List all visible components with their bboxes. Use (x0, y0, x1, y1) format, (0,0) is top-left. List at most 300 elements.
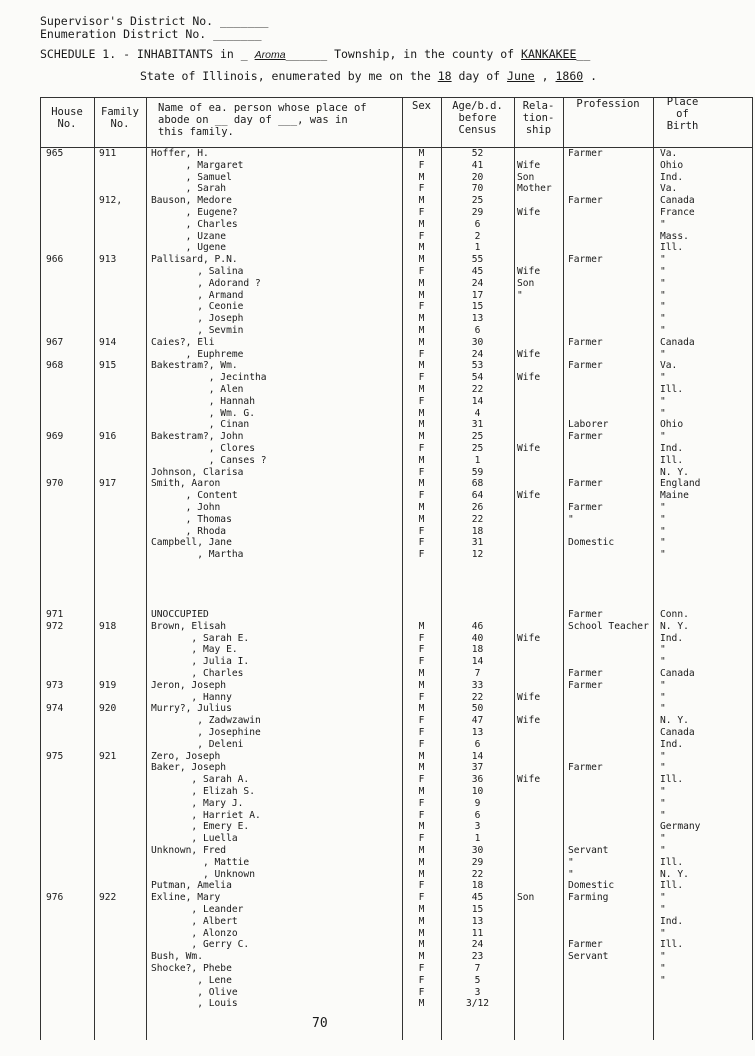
sex-value: F (418, 537, 425, 549)
family-number: 914 (99, 336, 117, 348)
birth-place: " (660, 974, 666, 986)
age-value: 31 (471, 537, 484, 549)
person-name: , Unknown (151, 868, 255, 880)
age-value: 24 (471, 348, 484, 360)
birth-place: " (660, 644, 666, 656)
birth-place: " (660, 325, 666, 336)
sex-value: M (418, 821, 425, 833)
relationship-value: Wife (517, 443, 541, 454)
birth-place: " (660, 549, 666, 561)
col-rule (94, 97, 95, 1040)
birth-place: Ill. (660, 384, 684, 395)
relationship-value: Son (517, 171, 535, 183)
birth-place: " (660, 513, 666, 525)
sex-value: M (418, 513, 425, 525)
age-value: 26 (471, 502, 484, 513)
person-name: , Hanny (151, 691, 232, 703)
sex-value: F (418, 738, 425, 750)
birth-place: Canada (660, 336, 695, 348)
age-value: 29 (471, 856, 484, 868)
age-value: 30 (471, 336, 484, 348)
relationship-value: Wife (517, 691, 541, 703)
age-value: 7 (474, 963, 481, 974)
birth-place: N. Y. (660, 868, 689, 880)
person-name: , May E. (151, 644, 238, 656)
person-name: Murry?, Julius (151, 703, 232, 715)
sex-value: M (418, 384, 425, 395)
profession-value: Servant (568, 845, 609, 856)
age-value: 9 (474, 797, 481, 809)
family-number: 921 (99, 750, 117, 762)
birth-place: Ind. (660, 632, 684, 644)
birth-place: " (660, 431, 666, 443)
col-header-name: Name of ea. person whose place of abode on __ day of ___, was in this family. (158, 102, 367, 138)
month-value: June (507, 69, 535, 83)
person-name: , Alonzo (151, 927, 238, 939)
house-number: 973 (46, 679, 64, 691)
birth-place: " (660, 395, 666, 407)
family-number: 911 (99, 148, 117, 159)
relationship-value: Wife (517, 266, 541, 277)
age-value: 5 (474, 974, 481, 986)
relationship-value: Wife (517, 715, 541, 727)
person-name: , Leander (151, 904, 244, 915)
col-header-profession: Profession (576, 98, 640, 110)
sex-value: F (418, 207, 425, 218)
person-name: , Mattie (151, 856, 250, 868)
person-name: , Deleni (151, 738, 244, 750)
person-name: , Charles (151, 668, 244, 679)
house-number: 970 (46, 478, 64, 490)
person-name: Caies?, Eli (151, 336, 215, 348)
person-name: Putman, Amelia (151, 880, 232, 892)
relationship-value: " (517, 289, 523, 301)
relationship-value: Wife (517, 159, 541, 171)
person-name: , Euphreme (151, 348, 244, 360)
person-name: , Uzane (151, 230, 227, 242)
birth-place: Ill. (660, 454, 684, 466)
person-name: , Jecintha (151, 372, 267, 384)
col-header-family: Family No. (101, 106, 139, 130)
age-value: 24 (471, 277, 484, 289)
sex-value: F (418, 986, 425, 998)
sex-value: M (418, 750, 425, 762)
age-value: 13 (471, 915, 484, 927)
birth-place: Conn. (660, 609, 689, 620)
person-name: , Joseph (151, 313, 244, 325)
age-value: 11 (471, 927, 484, 939)
age-value: 18 (471, 880, 484, 892)
house-number: 971 (46, 609, 64, 620)
sex-value: F (418, 797, 425, 809)
sex-value: F (418, 183, 425, 195)
birth-place: " (660, 502, 666, 513)
age-value: 36 (471, 774, 484, 786)
birth-place: " (660, 691, 666, 703)
person-name: , Margaret (151, 159, 244, 171)
person-name: Smith, Aaron (151, 478, 221, 490)
profession-value: Farmer (568, 679, 603, 691)
house-number: 974 (46, 703, 64, 715)
sex-value: M (418, 845, 425, 856)
sex-value: M (418, 939, 425, 951)
age-value: 6 (474, 738, 481, 750)
birth-place: Ill. (660, 856, 684, 868)
birth-place: Canada (660, 727, 695, 738)
sex-value: M (418, 762, 425, 774)
relationship-value: Wife (517, 348, 541, 360)
birth-place: N. Y. (660, 620, 689, 632)
person-name: , Sarah E. (151, 632, 250, 644)
sex-value: F (418, 656, 425, 668)
person-name: Bakestram?, Wm. (151, 360, 238, 372)
age-value: 1 (474, 454, 481, 466)
person-name: Brown, Elisah (151, 620, 227, 632)
birth-place: France (660, 207, 695, 218)
age-value: 52 (471, 148, 484, 159)
sex-value: F (418, 644, 425, 656)
person-name: , Salina (151, 266, 244, 277)
person-name: , Alen (151, 384, 244, 395)
age-value: 25 (471, 443, 484, 454)
sex-value: F (418, 490, 425, 502)
relationship-value: Wife (517, 372, 541, 384)
age-value: 55 (471, 254, 484, 266)
sex-value: F (418, 727, 425, 738)
age-value: 70 (471, 183, 484, 195)
age-value: 22 (471, 384, 484, 395)
age-value: 68 (471, 478, 484, 490)
birth-place: " (660, 254, 666, 266)
birth-place: " (660, 892, 666, 904)
sex-value: F (418, 372, 425, 384)
birth-place: " (660, 313, 666, 325)
birth-place: Ill. (660, 242, 684, 254)
sex-value: M (418, 254, 425, 266)
age-value: 50 (471, 703, 484, 715)
township-value: Aroma (254, 49, 286, 61)
birth-place: " (660, 277, 666, 289)
relationship-value: Son (517, 277, 535, 289)
person-name: Bauson, Medore (151, 195, 232, 207)
person-name: , Hannah (151, 395, 255, 407)
profession-value: Servant (568, 951, 609, 963)
house-number: 969 (46, 431, 64, 443)
col-rule (146, 97, 147, 1040)
profession-value: Farmer (568, 431, 603, 443)
birth-place: Va. (660, 183, 678, 195)
age-value: 1 (474, 242, 481, 254)
age-value: 14 (471, 750, 484, 762)
sex-value: F (418, 963, 425, 974)
birth-place: Ind. (660, 171, 684, 183)
age-value: 46 (471, 620, 484, 632)
sex-value: F (418, 880, 425, 892)
profession-value: Farmer (568, 502, 603, 513)
sex-value: F (418, 348, 425, 360)
age-value: 12 (471, 549, 484, 561)
sex-value: M (418, 454, 425, 466)
relationship-value: Son (517, 892, 535, 904)
sex-value: M (418, 856, 425, 868)
page-number: 70 (312, 1016, 328, 1031)
birth-place: Canada (660, 668, 695, 679)
house-number: 968 (46, 360, 64, 372)
sex-value: M (418, 998, 425, 1010)
profession-value: Farmer (568, 336, 603, 348)
age-value: 13 (471, 313, 484, 325)
family-number: 913 (99, 254, 117, 266)
birth-place: Germany (660, 821, 701, 833)
person-name: , Cinan (151, 419, 250, 431)
person-name: , Olive (151, 986, 238, 998)
col-rule (514, 97, 515, 1040)
relationship-value: Wife (517, 490, 541, 502)
sex-value: M (418, 171, 425, 183)
sex-value: M (418, 679, 425, 691)
sex-value: M (418, 927, 425, 939)
profession-value: Farmer (568, 254, 603, 266)
person-name: Bush, Wm. (151, 951, 203, 963)
sex-value: M (418, 277, 425, 289)
relationship-value: Wife (517, 774, 541, 786)
profession-value: " (568, 513, 574, 525)
person-name: Unknown, Fred (151, 845, 227, 856)
age-value: 45 (471, 266, 484, 277)
age-value: 41 (471, 159, 484, 171)
birth-place: N. Y. (660, 466, 689, 478)
person-name: Exline, Mary (151, 892, 221, 904)
age-value: 22 (471, 868, 484, 880)
birth-place: Ind. (660, 443, 684, 454)
sex-value: M (418, 431, 425, 443)
person-name: , Ugene (151, 242, 227, 254)
sex-value: M (418, 148, 425, 159)
birth-place: " (660, 266, 666, 277)
person-name: , Eugene? (151, 207, 238, 218)
age-value: 14 (471, 395, 484, 407)
sex-value: M (418, 703, 425, 715)
age-value: 1 (474, 833, 481, 845)
birth-place: Va. (660, 148, 678, 159)
sex-value: M (418, 904, 425, 915)
profession-value: Farmer (568, 609, 603, 620)
age-value: 33 (471, 679, 484, 691)
birth-place: Ill. (660, 774, 684, 786)
birth-place: " (660, 537, 666, 549)
col-header-house: House No. (51, 106, 83, 130)
person-name: , Luella (151, 833, 238, 845)
year-value: 1860 (555, 69, 584, 83)
age-value: 29 (471, 207, 484, 218)
sex-value: M (418, 478, 425, 490)
profession-value: Farmer (568, 762, 603, 774)
house-number: 965 (46, 148, 64, 159)
birth-place: " (660, 348, 666, 360)
family-number: 915 (99, 360, 117, 372)
person-name: Campbell, Jane (151, 537, 232, 549)
sex-value: M (418, 289, 425, 301)
profession-value: Farmer (568, 668, 603, 679)
age-value: 45 (471, 892, 484, 904)
birth-place: " (660, 809, 666, 821)
family-number: 912, (99, 195, 123, 207)
house-number: 976 (46, 892, 64, 904)
sex-value: F (418, 266, 425, 277)
person-name: , Charles (151, 218, 238, 230)
state-line: State of Illinois, enumerated by me on the 18 day of June , 1860 . (140, 69, 598, 83)
profession-value: " (568, 868, 574, 880)
age-value: 3 (474, 986, 481, 998)
birth-place: " (660, 951, 666, 963)
age-value: 24 (471, 939, 484, 951)
sex-value: F (418, 774, 425, 786)
birth-place: " (660, 289, 666, 301)
sex-value: M (418, 407, 425, 419)
age-value: 25 (471, 195, 484, 207)
person-name: Pallisard, P.N. (151, 254, 238, 266)
person-name: , Harriet A. (151, 809, 261, 821)
profession-value: Domestic (568, 880, 615, 892)
sex-value: M (418, 218, 425, 230)
birth-place: " (660, 845, 666, 856)
age-value: 10 (471, 786, 484, 797)
person-name: , Adorand ? (151, 277, 261, 289)
age-value: 7 (474, 668, 481, 679)
person-name: , Albert (151, 915, 238, 927)
person-name: , Julia I. (151, 656, 250, 668)
age-value: 47 (471, 715, 484, 727)
sex-value: M (418, 313, 425, 325)
county-value: KANKAKEE (521, 47, 577, 61)
age-value: 3 (474, 821, 481, 833)
person-name: Baker, Joseph (151, 762, 227, 774)
birth-place: Ind. (660, 738, 684, 750)
person-name: , Elizah S. (151, 786, 255, 797)
age-value: 4 (474, 407, 481, 419)
birth-place: " (660, 762, 666, 774)
birth-place: Ill. (660, 939, 684, 951)
profession-value: Farmer (568, 195, 603, 207)
age-value: 40 (471, 632, 484, 644)
person-name: , Armand (151, 289, 244, 301)
birth-place: " (660, 797, 666, 809)
sex-value: M (418, 668, 425, 679)
birth-place: " (660, 218, 666, 230)
sex-value: M (418, 360, 425, 372)
birth-place: Maine (660, 490, 689, 502)
supervisor-district-label: Supervisor's District No. _______ (40, 14, 269, 28)
person-name: Zero, Joseph (151, 750, 221, 762)
sex-value: M (418, 419, 425, 431)
profession-value: School Teacher (568, 620, 649, 632)
sex-value: F (418, 159, 425, 171)
age-value: 15 (471, 904, 484, 915)
person-name: , Louis (151, 998, 238, 1010)
profession-value: Laborer (568, 419, 609, 431)
profession-value: Farmer (568, 360, 603, 372)
col-header-relationship: Rela- tion- ship (522, 100, 555, 136)
birth-place: " (660, 407, 666, 419)
relationship-value: Wife (517, 632, 541, 644)
sex-value: M (418, 915, 425, 927)
family-number: 918 (99, 620, 117, 632)
age-value: 25 (471, 431, 484, 443)
age-value: 6 (474, 325, 481, 336)
sex-value: M (418, 502, 425, 513)
birth-place: " (660, 372, 666, 384)
sex-value: F (418, 691, 425, 703)
age-value: 13 (471, 727, 484, 738)
house-number: 975 (46, 750, 64, 762)
age-value: 64 (471, 490, 484, 502)
age-value: 53 (471, 360, 484, 372)
profession-value: Farmer (568, 148, 603, 159)
birth-place: " (660, 656, 666, 668)
age-value: 18 (471, 525, 484, 537)
profession-value: Domestic (568, 537, 615, 549)
sex-value: F (418, 833, 425, 845)
sex-value: F (418, 715, 425, 727)
sex-value: M (418, 868, 425, 880)
house-number: 972 (46, 620, 64, 632)
person-name: , Content (151, 490, 238, 502)
col-header-birth: Place of Birth (666, 96, 699, 132)
col-rule (563, 97, 564, 1040)
person-name: , Mary J. (151, 797, 244, 809)
sex-value: F (418, 395, 425, 407)
birth-place: " (660, 786, 666, 797)
age-value: 14 (471, 656, 484, 668)
person-name: , Clores (151, 443, 255, 454)
person-name: , Lene (151, 974, 232, 986)
sex-value: F (418, 230, 425, 242)
age-value: 15 (471, 301, 484, 313)
person-name: Bakestram?, John (151, 431, 244, 443)
col-rule (40, 97, 41, 1040)
house-number: 967 (46, 336, 64, 348)
age-value: 6 (474, 809, 481, 821)
sex-value: F (418, 974, 425, 986)
birth-place: Ill. (660, 880, 684, 892)
person-name: , Emery E. (151, 821, 250, 833)
age-value: 22 (471, 691, 484, 703)
profession-value: Farmer (568, 939, 603, 951)
sex-value: M (418, 336, 425, 348)
age-value: 22 (471, 513, 484, 525)
sex-value: F (418, 466, 425, 478)
birth-place: " (660, 301, 666, 313)
relationship-value: Mother (517, 183, 552, 195)
family-number: 919 (99, 679, 117, 691)
age-value: 23 (471, 951, 484, 963)
person-name: Johnson, Clarisa (151, 466, 244, 478)
person-name: , Wm. G. (151, 407, 255, 419)
age-value: 3/12 (465, 998, 490, 1010)
age-value: 59 (471, 466, 484, 478)
person-name: , Gerry C. (151, 939, 250, 951)
person-name: Jeron, Joseph (151, 679, 227, 691)
birth-place: England (660, 478, 701, 490)
family-number: 920 (99, 703, 117, 715)
age-value: 18 (471, 644, 484, 656)
person-name: , Sarah (151, 183, 227, 195)
sex-value: F (418, 809, 425, 821)
sex-value: F (418, 301, 425, 313)
house-number: 966 (46, 254, 64, 266)
age-value: 31 (471, 419, 484, 431)
person-name: , Martha (151, 549, 244, 561)
